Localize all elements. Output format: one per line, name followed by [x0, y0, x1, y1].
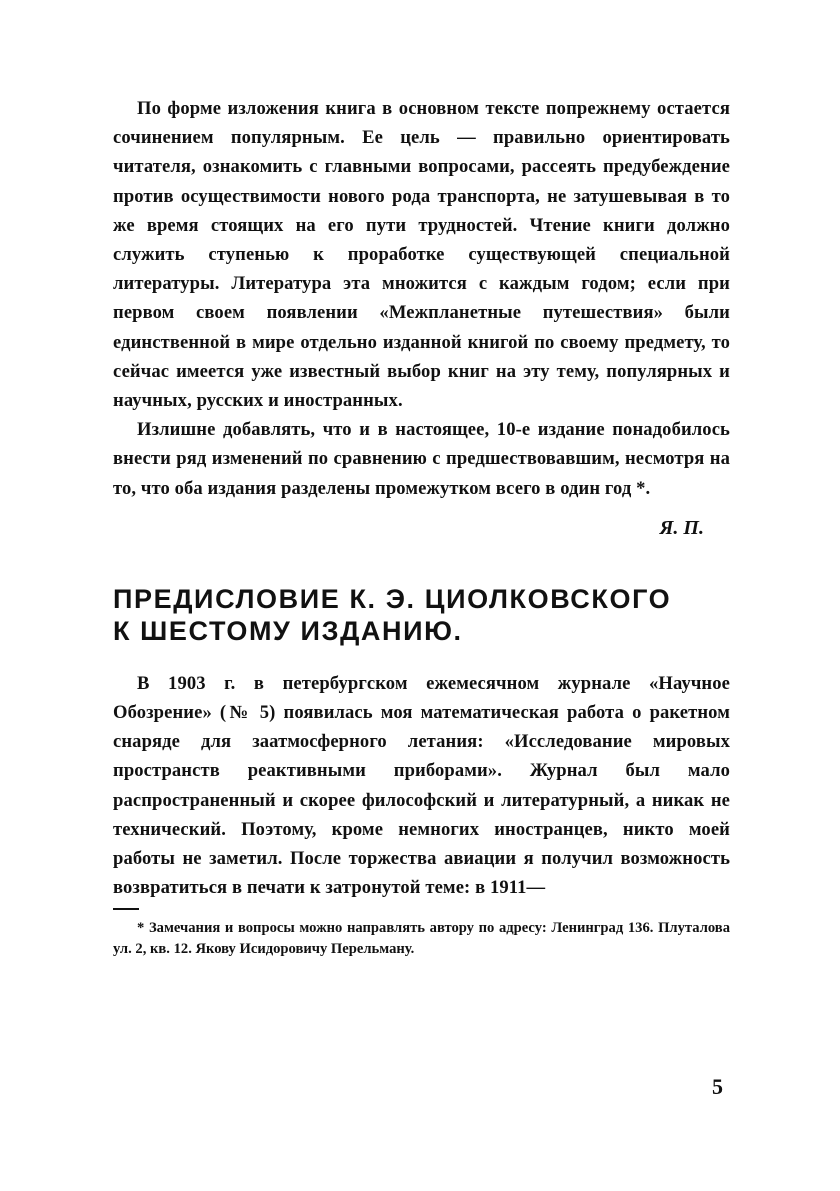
body-paragraph-1: По форме изложения книга в основном тексте попрежнему остается сочинением популярным. Ее цель — правильно ориентировать читателя, ознакомить с главными вопросами, рассеять предубеждение против осуществимости нового рода транспорта, не затушевывая в то же время стоящих на его пути трудностей. Чтение книги должно служить ступенью к проработке существующей специальной литературы. Литература эта множится с каждым годом; если при первом своем появлении «Межпланетные путешествия» были единственной в мире отдельно изданной книгой по своему предмету, то сейчас имеется уже известный выбор книг на эту тему, популярных и научных, русских и иностранных. — [113, 98, 730, 412]
footnote-divider — [113, 908, 139, 910]
section-heading — [113, 583, 730, 647]
author-signature: Я. П. — [659, 516, 704, 539]
page-number: 5 — [712, 1074, 723, 1099]
page-content — [113, 94, 730, 960]
section-heading-line-1: ПРЕДИСЛОВИЕ К. Э. ЦИОЛКОВСКОГО — [113, 583, 672, 614]
section-heading-line-2: К ШЕСТОМУ ИЗДАНИЮ. — [113, 615, 463, 646]
preface-paragraph: В 1903 г. в петербургском ежемесячном журнале «Научное Обозрение» (№ 5) появилась моя математическая работа о ракетном снаряде для заатмосферного летания: «Исследование мировых пространств реактивными приборами». Журнал был мало распространенный и скорее философский и литературный, а никак не технический. Поэтому, кроме немногих иностранцев, никто моей работы не заметил. После торжества авиации я получил возможность возвратиться в печати к затронутой теме: в 1911— — [113, 672, 730, 899]
footnote: * Замечания и вопросы можно направлять автору по адресу: Ленинград 136. Плуталова ул. 2, кв. 12. Якову Исидоровичу Перельману. — [113, 920, 730, 958]
body-paragraph-2: Излишне добавлять, что и в настоящее, 10-е издание понадобилось внести ряд изменений по сравнению с предшествовавшим, несмотря на то, что оба издания разделены промежутком всего в один год *. — [113, 419, 730, 499]
